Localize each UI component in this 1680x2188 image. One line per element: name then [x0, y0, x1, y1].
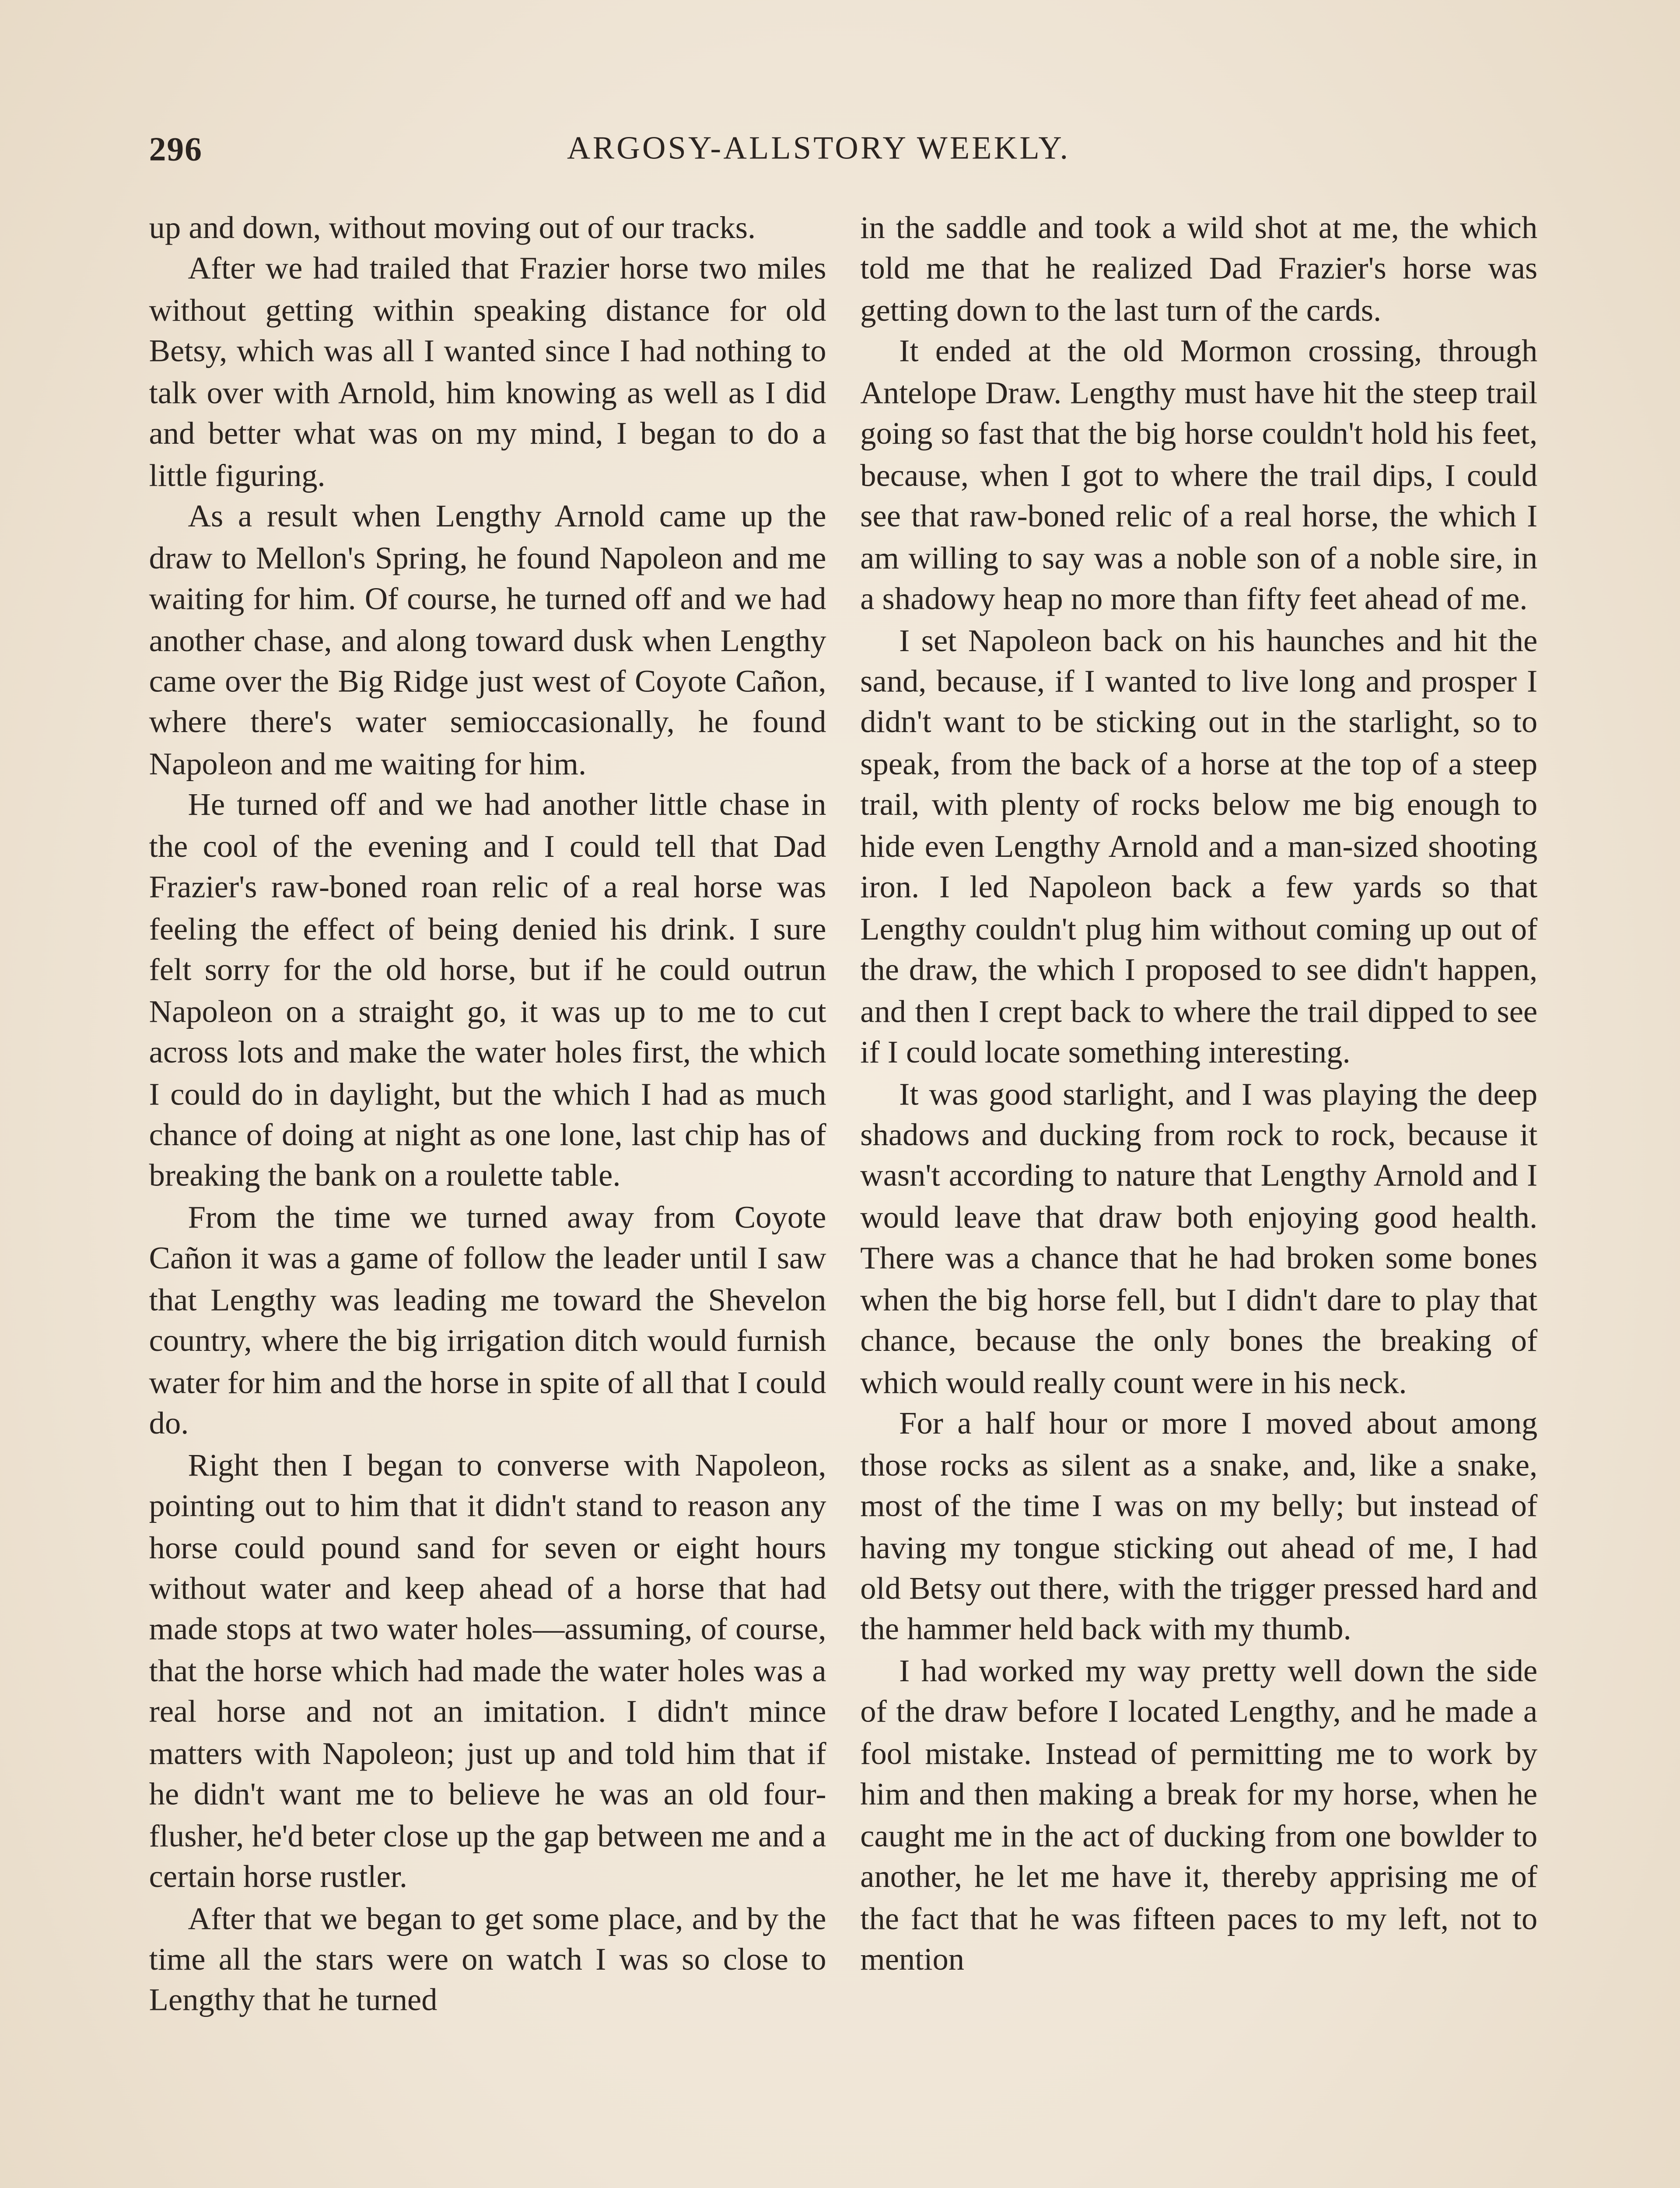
page-number: 296 [149, 130, 203, 168]
left-column [149, 209, 826, 2023]
page-header [149, 130, 1534, 178]
paragraph: It ended at the old Mormon crossing, through Antelope Draw. Lengthy must have hit the steep trail going so fast that the big horse couldn't hold his feet, because, when I got to where the trail dips, I could see that raw-boned relic of a real horse, the which I am willing to say was a noble son of a noble sire, in a shadowy heap no more than fifty feet ahead of me. [860, 336, 1538, 617]
paragraph: It was good starlight, and I was playing the deep shadows and ducking from rock to rock, because it wasn't according to nature that Lengthy Arnold and I would leave that draw both enjoying good health. There was a chance that he had broken some bones when the big horse fell, but I didn't dare to play that chance, because the only bones the breaking of which would really count were in his neck. [860, 1078, 1538, 1401]
paragraph: up and down, without moving out of our tracks. [149, 212, 756, 246]
paragraph: I had worked my way pretty well down the side of the draw before I located Lengthy, and he made a fool mistake. Instead of permitting me to work by him and then making a break for my horse, when he caught me in the act of ducking from one bowlder to another, he let me have it, thereby apprising me of the fact that he was fifteen paces to my left, not to mention [860, 1655, 1538, 1978]
paragraph: After we had trailed that Frazier horse two miles without getting within speaking distance for old Betsy, which was all I wanted since I had nothing to talk over with Arnold, him knowing as well as I did and better what was on my mind, I began to do a little figuring. [149, 253, 826, 494]
paragraph: Right then I began to converse with Napoleon, pointing out to him that it didn't stand to reason any horse could pound sand for seven or eight hours without water and keep ahead of a horse that had made stops at two water holes—assuming, of course, that the horse which had made the water holes was a real horse and not an imitation. I didn't mince matters with Napoleon; just up and told him that if he didn't want me to believe he was an old four-flusher, he'd beter close up the gap between me and a certain horse rustler. [149, 1449, 826, 1896]
paragraph: in the saddle and took a wild shot at me, the which told me that he realized Dad Frazier's horse was getting down to the last turn of the cards. [860, 212, 1538, 329]
paragraph: For a half hour or more I moved about among those rocks as silent as a snake, and, like a snake, most of the time I was on my belly; but instead of having my tongue sticking out ahead of me, I had old Betsy out there, with the trigger pressed hard and the hammer held back with my thumb. [860, 1408, 1538, 1648]
paragraph: I set Napoleon back on his haunches and hit the sand, because, if I wanted to live long and prosper I didn't want to be sticking out in the starlight, so to speak, from the back of a horse at the top of a steep trail, with plenty of rocks below me big enough to hide even Lengthy Arnold and a man-sized shooting iron. I led Napoleon back a few yards so that Lengthy couldn't plug him without coming up out of the draw, the which I proposed to see didn't happen, and then I crept back to where the trail dipped to see if I could locate something interesting. [860, 624, 1538, 1071]
paragraph: He turned off and we had another little chase in the cool of the evening and I could tell that Dad Frazier's raw-boned roan relic of a real horse was feeling the effect of being denied his drink. I sure felt sorry for the old horse, but if he could outrun Napoleon on a straight go, it was up to me to cut across lots and make the water holes first, the which I could do in daylight, but the which I had as much chance of doing at night as one lone, last chip has of breaking the bank on a roulette table. [149, 789, 826, 1195]
paragraph: After that we began to get some place, and by the time all the stars were on watch I was so close to Lengthy that he turned [149, 1902, 826, 2019]
paragraph: As a result when Lengthy Arnold came up the draw to Mellon's Spring, he found Napoleon and me waiting for him. Of course, he turned off and we had another chase, and along toward dusk when Lengthy came over the Big Ridge just west of Coyote Cañon, where there's water semioccasionally, he found Napoleon and me waiting for him. [149, 501, 826, 782]
right-column [860, 209, 1537, 1981]
paragraph: From the time we turned away from Coyote Cañon it was a game of follow the leader until I saw that Lengthy was leading me toward the Shevelon country, where the big irrigation ditch would furnish water for him and the horse in spite of all that I could do. [149, 1202, 826, 1442]
running-head: ARGOSY-ALLSTORY WEEKLY. [567, 131, 1071, 167]
